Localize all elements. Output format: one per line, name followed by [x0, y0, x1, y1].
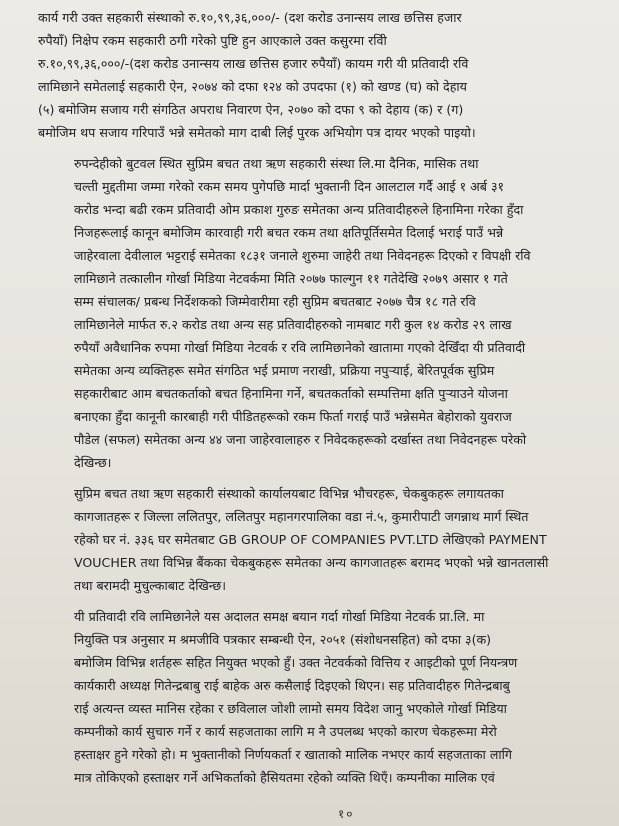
text-line: बनाएका हुँदा कानूनी कारबाही गरी पीडितहरूको रकम फिर्ता गराई पाउँ भन्नेसमेत बेहोराको युवराज — [74, 409, 512, 424]
text-line: (५) बमोजिम सजाय गरी संगठित अपराध निवारण ऐन, २०७० को दफा ९ को देहाय (क) र (ग) — [38, 102, 464, 117]
paragraph — [38, 482, 604, 597]
paragraph — [38, 152, 604, 474]
text-line: मात्र तोकिएको हस्ताक्षर गर्ने अभिकर्ताको हैसियतमा रहेको व्यक्ति थिएँ। कम्पनीका मालिक एवं — [74, 770, 495, 785]
text-line: तथा बरामदी मुचुल्काबाट देखिन्छ। — [74, 578, 226, 593]
text-line: कम्पनीको कार्य सुचारु गर्ने र कार्य सहजताका लागि म नै उपलब्ध भएको कारण चेकहरूमा मेरो — [74, 724, 497, 739]
text-line: कार्यकारी अध्यक्ष गितेन्द्रबाबु राई बाहेक अरु कसैलाई दिइएको थिएन। सह प्रतिवादीहरु गितेन्द्रबाबु — [74, 678, 510, 693]
text-line: राई अत्यन्त व्यस्त मानिस रहेका र छविलाल जोशी लामो समय विदेश जानु भएकोले गोर्खा मिडिया — [74, 701, 507, 716]
text-line: जाहेरवाला देवीलाल भट्टराई समेतका १८३१ जनाले शुरुमा जाहेरी तथा निवेदनहरू दिएको र विपक्षी रवि — [74, 248, 531, 263]
text-line: सुप्रिम बचत तथा ऋण सहकारी संस्थाको कार्यालयबाट विभिन्न भौचरहरू, चेकबुकहरू लगायतका — [74, 486, 504, 501]
text-line: लामिछाने तत्कालीन गोर्खा मिडिया नेटवर्कमा मिति २०७७ फाल्गुन ११ गतेदेखि २०७९ असार १ गते — [74, 271, 508, 286]
paragraph — [38, 605, 604, 789]
text-line: बमोजिम थप सजाय गरिपाउँ भन्ने समेतको माग दाबी लिई पुरक अभियोग पत्र दायर भएको पाइयो। — [38, 125, 476, 140]
text-line: लामिछाने समेतलाई सहकारी ऐन, २०७४ को दफा १२४ को उपदफा (१) को खण्ड (घ) को देहाय — [38, 79, 467, 94]
text-line: नियुक्ति पत्र अनुसार म श्रमजीवि पत्रकार सम्बन्धी ऐन, २०५१ (संशोधनसहित) को दफा ३(क) — [74, 632, 492, 647]
text-line: रु.१०,९९,३६,०००/-(दश करोड उनान्सय लाख छत्तिस हजार रुपैयाँ) कायम गरी यी प्रतिवादी रवि — [38, 56, 469, 71]
text-line: कागजातहरू र जिल्ला ललितपुर, ललितपुर महानगरपालिका वडा नं.५, कुमारीपाटी जगन्नाथ मार्ग स्थित — [74, 509, 529, 524]
document-body — [38, 6, 604, 789]
page-number: १० — [338, 807, 355, 821]
text-line: रुपैयाँ अवैधानिक रुपमा गोर्खा मिडिया नेटवर्क र रवि लामिछानेको खातामा गएको देखिँदा यी प्रतिवादी — [74, 340, 526, 355]
text-line: हस्ताक्षर हुने गरेको हो। म भुक्तानीको निर्णयकर्ता र खाताको मालिक नभएर कार्य सहजताका लागि — [74, 747, 512, 762]
text-line: रुपन्देहीको बुटवल स्थित सुप्रिम बचत तथा ऋण सहकारी संस्था लि.मा दैनिक, मासिक तथा — [74, 156, 479, 171]
text-line: सम्म संचालक/ प्रबन्ध निर्देशकको जिम्मेवारीमा रही सुप्रिम बचतबाट २०७७ चैत्र १८ गते रवि — [74, 294, 476, 309]
text-line: करोड भन्दा बढी रकम प्रतिवादी ओम प्रकाश गुरुङ समेतका अन्य प्रतिवादीहरुले हिनामिना गरेका हुँदा — [74, 202, 524, 217]
text-line: कार्य गरी उक्त सहकारी संस्थाको रु.१०,९९,३६,०००/- (दश करोड उनान्सय लाख छत्तिस हजार — [38, 10, 462, 25]
text-line: पौडेल (सफल) समेतका अन्य ४४ जना जाहेरवालाहरु र निवेदकहरूको दर्खास्त तथा निवेदनहरू परेको — [74, 432, 527, 447]
text-line: निजहरूलाई कानून बमोजिम कारवाही गरी बचत रकम तथा क्षतिपूर्तिसमेत दिलाई भराई पाउँ भन्ने — [74, 225, 504, 240]
text-line: चल्ती मुद्दतीमा जम्मा गरेको रकम समय पुगेपछि मार्दा भुक्तानी दिन आलटाल गर्दै आई १ अर्ब ३१ — [74, 179, 505, 194]
text-line: सहकारीबाट आम बचतकर्ताको बचत हिनामिना गर्ने, बचतकर्ताको सम्पत्तिमा क्षति पुऱ्याउने योजना — [74, 386, 508, 401]
text-line: देखिन्छ। — [74, 455, 112, 470]
text-line: समेतका अन्य व्यक्तिहरू समेत संगठित भई प्रमाण नराखी, प्रक्रिया नपुर्‍याई, बेरितपूर्वक सुप्रिम — [74, 363, 495, 378]
text-line: रहेको घर नं. ३३६ घर समेतबाट GB GROUP OF COMPANIES PVT.LTD लेखिएको PAYMENT — [74, 532, 547, 547]
text-line: रुपैयाँ) निक्षेप रकम सहकारी ठगी गरेको पुष्टि हुन आएकाले उक्त कसुरमा रविी — [38, 33, 387, 48]
text-line: बमोजिम विभिन्न शर्तहरू सहित नियुक्त भएको हुँ। उक्त नेटवर्कको वित्तिय र आइटीको पूर्ण नियन्त्रण — [74, 655, 518, 670]
paragraph — [38, 6, 604, 144]
text-line: यी प्रतिवादी रवि लामिछानेले यस अदालत समक्ष बयान गर्दा गोर्खा मिडिया नेटवर्क प्रा.लि. मा — [74, 609, 485, 624]
text-line: लामिछानेले मार्फत रु.२ करोड तथा अन्य सह प्रतिवादीहरुको नामबाट गरी कुल १४ करोड २९ लाख — [74, 317, 512, 332]
text-line: VOUCHER तथा विभिन्न बैंकका चेकबुकहरू समेतका अन्य कागजातहरू बरामद भएको भन्ने खानतलासी — [74, 555, 549, 570]
